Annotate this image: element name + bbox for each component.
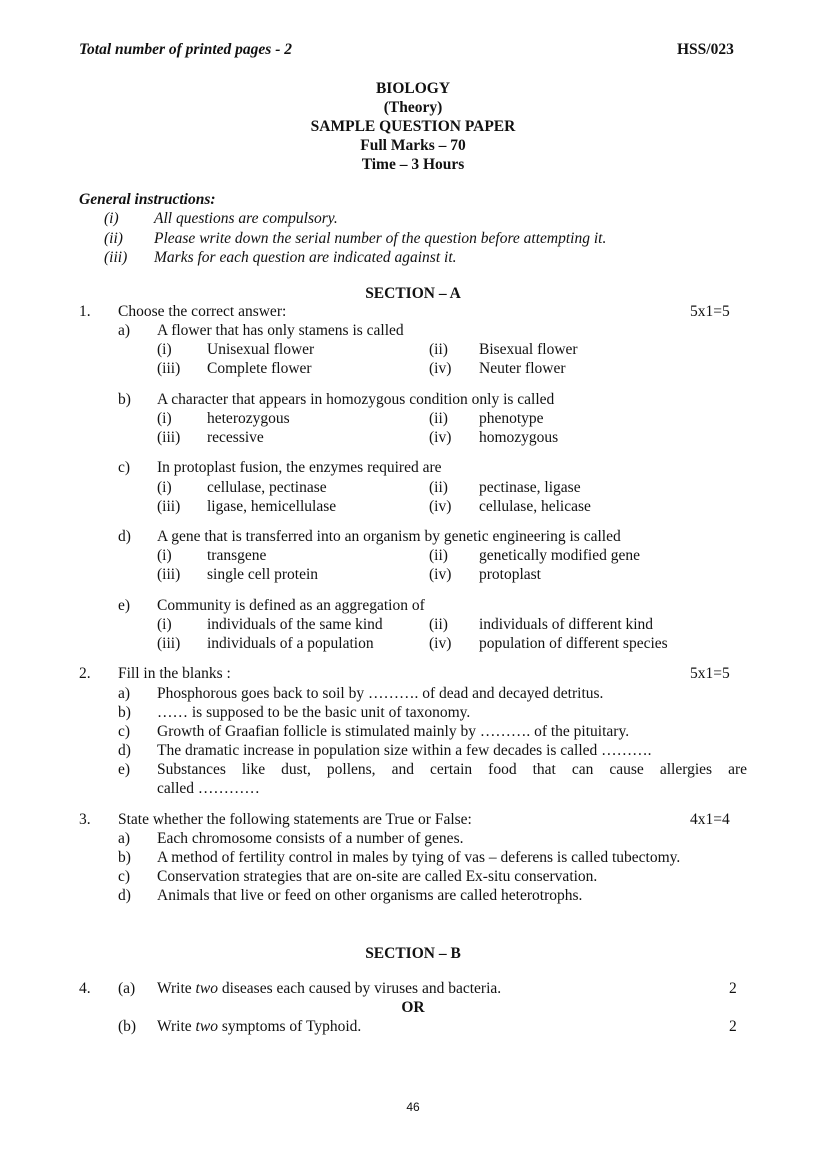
printed-pages-note: Total number of printed pages - 2 [79, 41, 292, 58]
option-num: (iv) [429, 635, 452, 652]
option-text: heterozygous [207, 410, 290, 427]
item-text: The dramatic increase in population size within a few decades is called ………. [157, 742, 652, 759]
instruction-num: (ii) [104, 230, 123, 247]
item-text-continued: called ………… [157, 780, 260, 797]
section-b-title: SECTION – B [365, 945, 461, 962]
option-num: (iv) [429, 498, 452, 515]
question-text: State whether the following statements are True or False: [118, 811, 472, 828]
instruction-text: Please write down the serial number of the question before attempting it. [154, 230, 607, 247]
option-num: (iv) [429, 429, 452, 446]
option-num: (iii) [157, 498, 181, 515]
question-text: Fill in the blanks : [118, 665, 231, 682]
item-text: A method of fertility control in males by tying of vas – deferens is called tubectomy. [157, 849, 681, 866]
item-letter: d) [118, 887, 131, 904]
subject-title: BIOLOGY [375, 80, 451, 97]
option-num: (iii) [157, 566, 181, 583]
option-text: individuals of a population [207, 635, 374, 652]
option-num: (i) [157, 547, 172, 564]
option-text: ligase, hemicellulase [207, 498, 337, 515]
part-text [157, 1017, 361, 1036]
option-num: (iv) [429, 566, 452, 583]
paper-code: HSS/023 [677, 41, 734, 58]
question-number: 1. [79, 303, 91, 320]
option-num: (ii) [429, 341, 448, 358]
option-text: individuals of different kind [479, 616, 654, 633]
option-text: genetically modified gene [479, 547, 640, 564]
option-text: single cell protein [207, 566, 319, 583]
option-num: (ii) [429, 616, 448, 633]
question-marks: 2 [729, 1018, 737, 1035]
part-letter: d) [118, 528, 131, 545]
option-num: (iii) [157, 635, 181, 652]
option-text: Complete flower [207, 360, 312, 377]
question-text: Choose the correct answer: [118, 303, 287, 320]
emphasis: two [195, 1018, 218, 1035]
part-letter: b) [118, 391, 131, 408]
question-marks: 5x1=5 [690, 303, 730, 320]
option-text: transgene [207, 547, 267, 564]
paper-heading: SAMPLE QUESTION PAPER [310, 118, 516, 135]
instruction-text: Marks for each question are indicated against it. [154, 249, 457, 266]
option-num: (i) [157, 479, 172, 496]
text-segment: Write [157, 980, 196, 997]
option-text: population of different species [479, 635, 668, 652]
option-text: phenotype [479, 410, 544, 427]
paper-type: (Theory) [383, 99, 443, 116]
item-text: Animals that live or feed on other organisms are called heterotrophs. [157, 887, 583, 904]
time-allowed: Time – 3 Hours [361, 156, 465, 173]
item-letter: b) [118, 849, 131, 866]
item-text: Substances like dust, pollens, and certain food that can cause allergies are [157, 761, 747, 778]
item-text: Conservation strategies that are on-site are called Ex-situ conservation. [157, 868, 598, 885]
option-num: (i) [157, 341, 172, 358]
item-letter: a) [118, 685, 131, 702]
question-number: 2. [79, 665, 91, 682]
option-num: (iii) [157, 429, 181, 446]
section-a-title: SECTION – A [365, 285, 461, 302]
option-num: (ii) [429, 547, 448, 564]
option-num: (iii) [157, 360, 181, 377]
text-segment: diseases each caused by viruses and bacteria. [217, 980, 502, 997]
part-text: A character that appears in homozygous condition only is called [157, 391, 555, 408]
part-letter: c) [118, 459, 131, 476]
option-num: (ii) [429, 410, 448, 427]
option-text: individuals of the same kind [207, 616, 383, 633]
text-segment: symptoms of Typhoid. [217, 1018, 362, 1035]
part-letter: e) [118, 597, 131, 614]
option-text: Unisexual flower [207, 341, 315, 358]
instruction-num: (iii) [104, 249, 128, 266]
page-number: 46 [406, 1100, 420, 1114]
instruction-num: (i) [104, 210, 119, 227]
instruction-text: All questions are compulsory. [154, 210, 338, 227]
item-text: Phosphorous goes back to soil by ………. of dead and decayed detritus. [157, 685, 604, 702]
option-text: cellulase, helicase [479, 498, 591, 515]
item-letter: a) [118, 830, 131, 847]
option-text: Bisexual flower [479, 341, 578, 358]
item-letter: b) [118, 704, 131, 721]
option-num: (i) [157, 410, 172, 427]
text-segment: Write [157, 1018, 196, 1035]
part-letter: a) [118, 322, 131, 339]
question-marks: 2 [729, 980, 737, 997]
item-letter: d) [118, 742, 131, 759]
part-label: (a) [118, 980, 136, 997]
part-text: In protoplast fusion, the enzymes required are [157, 459, 442, 476]
option-num: (i) [157, 616, 172, 633]
item-text: …… is supposed to be the basic unit of taxonomy. [157, 704, 471, 721]
instructions-heading: General instructions: [79, 191, 216, 208]
option-num: (ii) [429, 479, 448, 496]
question-number: 4. [79, 980, 91, 997]
option-text: cellulase, pectinase [207, 479, 327, 496]
option-text: protoplast [479, 566, 541, 583]
part-text: A flower that has only stamens is called [157, 322, 404, 339]
question-number: 3. [79, 811, 91, 828]
item-letter: c) [118, 868, 131, 885]
emphasis: two [195, 980, 218, 997]
option-text: homozygous [479, 429, 559, 446]
item-text: Growth of Graafian follicle is stimulated mainly by ………. of the pituitary. [157, 723, 630, 740]
item-text: Each chromosome consists of a number of genes. [157, 830, 464, 847]
full-marks: Full Marks – 70 [360, 137, 466, 154]
question-marks: 5x1=5 [690, 665, 730, 682]
option-text: Neuter flower [479, 360, 566, 377]
part-text [157, 979, 501, 998]
part-text: Community is defined as an aggregation of [157, 597, 425, 614]
or-separator: OR [401, 999, 425, 1016]
part-label: (b) [118, 1018, 137, 1035]
item-letter: c) [118, 723, 131, 740]
option-text: recessive [207, 429, 264, 446]
option-num: (iv) [429, 360, 452, 377]
option-text: pectinase, ligase [479, 479, 581, 496]
question-marks: 4x1=4 [690, 811, 730, 828]
item-letter: e) [118, 761, 131, 778]
part-text: A gene that is transferred into an organism by genetic engineering is called [157, 528, 621, 545]
